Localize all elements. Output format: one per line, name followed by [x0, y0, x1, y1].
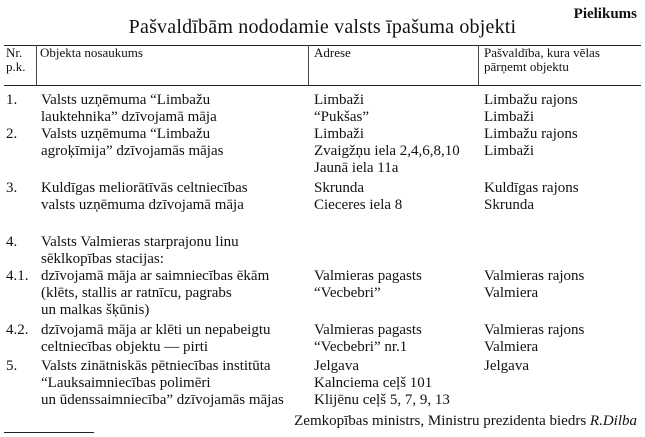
row-address	[314, 358, 450, 409]
signer-name: R.Dilba	[589, 413, 637, 429]
row-municipality-line: Limbaži	[484, 143, 534, 159]
row-name-line: dzīvojamā māja ar saimniecības ēkām	[41, 268, 270, 284]
header-address: Adrese	[314, 45, 351, 60]
row-object-name	[41, 268, 269, 319]
row-address-line: Jaunā iela 11a	[314, 160, 399, 176]
row-address-line: Kalnciema ceļš 101	[314, 375, 433, 391]
row-address	[314, 92, 369, 126]
table-header-rule	[4, 85, 641, 86]
header-object-name: Objekta nosaukums	[40, 45, 143, 60]
header-number-line: Nr.	[6, 45, 23, 60]
row-number: 4.1.	[6, 268, 29, 284]
row-municipality	[484, 92, 578, 126]
row-number: 1.	[6, 92, 18, 108]
row-address	[314, 126, 460, 177]
header-divider	[308, 45, 309, 85]
row-number: 4.2.	[6, 322, 29, 338]
header-number-line: p.k.	[6, 59, 26, 74]
row-number: 2.	[6, 126, 18, 142]
row-object-name	[41, 92, 217, 126]
row-name-line: Valsts uzņēmuma “Limbažu	[41, 92, 211, 108]
row-name-line: Kuldīgas meliorātīvās celtniecības	[41, 180, 248, 196]
row-address-line: Valmieras pagasts	[314, 268, 422, 284]
row-name-line: lauktehnika” dzīvojamā māja	[41, 109, 217, 125]
row-name-line: un malkas šķūnis)	[41, 302, 150, 318]
header-municipality-line: pārņemt objektu	[484, 59, 569, 74]
row-object-name	[41, 126, 223, 160]
row-object-name	[41, 180, 248, 214]
row-municipality-line: Valmiera	[484, 339, 539, 355]
row-municipality-line: Limbaži	[484, 109, 534, 125]
row-address-line: Zvaigžņu iela 2,4,6,8,10	[314, 143, 460, 159]
row-address	[314, 268, 422, 302]
row-municipality-line: Jelgava	[484, 358, 529, 374]
row-address-line: Skrunda	[314, 180, 364, 196]
row-address-line: Cieceres iela 8	[314, 197, 403, 213]
row-address-line: Limbaži	[314, 92, 364, 108]
row-name-line: “Lauksaimniecības polimēri	[41, 375, 211, 391]
footer-rule	[4, 432, 94, 433]
row-municipality-line: Limbažu rajons	[484, 92, 578, 108]
row-name-line: Valsts zinātniskās pētniecības institūta	[41, 358, 271, 374]
row-name-line: sēklkopības stacijas:	[41, 251, 164, 267]
header-municipality-line: Pašvaldība, kura vēlas	[484, 45, 600, 60]
row-municipality-line: Valmieras rajons	[484, 268, 585, 284]
header-municipality	[484, 46, 600, 74]
header-divider	[478, 45, 479, 85]
row-municipality-line: Skrunda	[484, 197, 534, 213]
row-name-line: Valsts Valmieras starprajonu linu	[41, 234, 239, 250]
header-number	[6, 46, 26, 74]
signature-line	[294, 413, 637, 430]
row-municipality	[484, 268, 584, 302]
row-name-line: agroķīmija” dzīvojamās mājas	[41, 143, 224, 159]
row-municipality	[484, 180, 579, 214]
row-object-name	[41, 358, 284, 409]
row-address	[314, 180, 402, 214]
row-municipality-line: Limbažu rajons	[484, 126, 578, 142]
row-address-line: Jelgava	[314, 358, 359, 374]
row-name-line: valsts uzņēmuma dzīvojamā māja	[41, 197, 244, 213]
row-address	[314, 322, 422, 356]
row-address-line: “Pukšas”	[314, 109, 369, 125]
row-number: 4.	[6, 234, 18, 250]
row-number: 3.	[6, 180, 18, 196]
row-name-line: Valsts uzņēmuma “Limbažu	[41, 126, 211, 142]
row-address-line: Klijēnu ceļš 5, 7, 9, 13	[314, 392, 450, 408]
row-object-name	[41, 234, 239, 268]
row-municipality	[484, 126, 578, 160]
row-name-line: celtniecības objektu — pirti	[41, 339, 209, 355]
row-municipality-line: Valmiera	[484, 285, 539, 301]
header-divider	[36, 45, 37, 85]
row-address-line: “Vecbebri” nr.1	[314, 339, 408, 355]
appendix-label: Pielikums	[573, 6, 637, 22]
row-municipality-line: Valmieras rajons	[484, 322, 585, 338]
row-object-name	[41, 322, 271, 356]
row-municipality	[484, 322, 584, 356]
signer-title: Zemkopības ministrs, Ministru prezidenta biedrs	[294, 413, 587, 429]
row-address-line: “Vecbebri”	[314, 285, 381, 301]
row-municipality	[484, 358, 529, 375]
row-name-line: dzīvojamā māja ar klēti un nepabeigtu	[41, 322, 271, 338]
row-name-line: (klēts, stallis ar ratnīcu, pagrabs	[41, 285, 232, 301]
row-name-line: un ūdenssaimniecība” dzīvojamās mājas	[41, 392, 284, 408]
row-municipality-line: Kuldīgas rajons	[484, 180, 579, 196]
row-number: 5.	[6, 358, 18, 374]
row-address-line: Valmieras pagasts	[314, 322, 422, 338]
document-title: Pašvaldībām nododamie valsts īpašuma objekti	[128, 16, 517, 38]
row-address-line: Limbaži	[314, 126, 364, 142]
